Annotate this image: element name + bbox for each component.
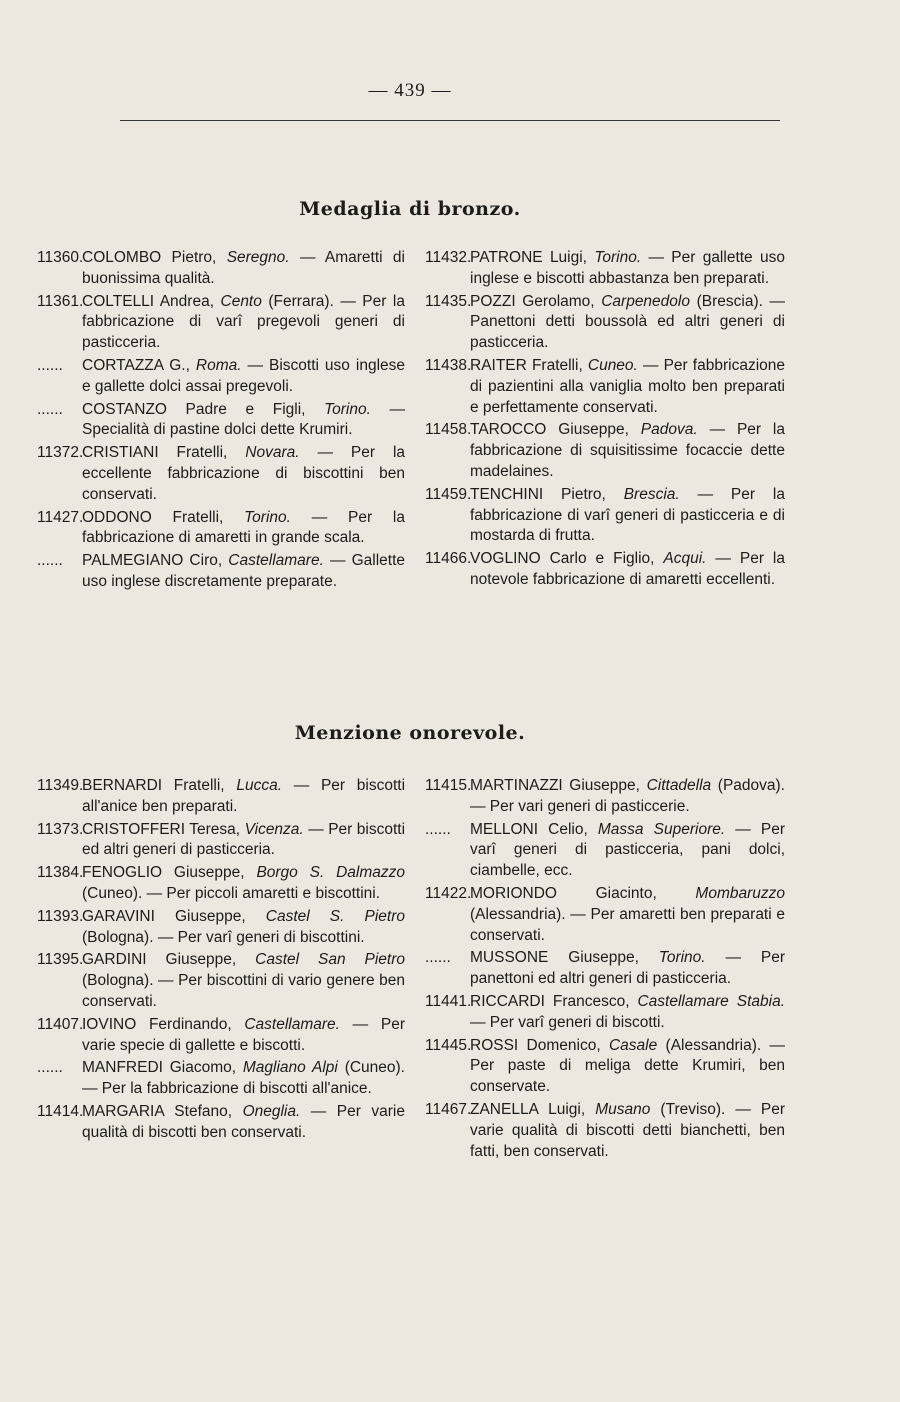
- exhibitor-name: ODDONO Fratelli,: [82, 508, 224, 526]
- exhibitor-name: PATRONE Luigi,: [470, 249, 587, 266]
- exhibitor-name: RAITER Fratelli,: [470, 356, 583, 374]
- exhibitor-name: CORTAZZA G.,: [82, 356, 190, 374]
- entry-description: — Gallette uso inglese discretamente preparate.: [82, 552, 405, 590]
- entry-number: ......: [37, 356, 63, 374]
- place-name: Oneglia.: [242, 1102, 301, 1120]
- header-rule: [120, 120, 780, 121]
- place-name: Carpenedolo: [601, 292, 690, 310]
- entry: [425, 948, 785, 990]
- entry: [425, 884, 785, 946]
- entry: [37, 551, 405, 593]
- entry-description: — Per varî generi di biscotti.: [470, 1013, 665, 1031]
- entry: [425, 1100, 785, 1162]
- exhibitor-name: CRISTOFFERI Teresa,: [82, 820, 241, 838]
- entry: [37, 400, 405, 442]
- entry-description: (Alessandria). — Per paste di meliga dette Krumiri, ben conservate.: [470, 1036, 785, 1096]
- entry-description: (Ferrara). — Per la fabbricazione di varî pregevoli generi di pasticceria.: [82, 292, 405, 352]
- entry-number: ......: [37, 1059, 63, 1077]
- place-name: Cuneo.: [587, 356, 638, 374]
- exhibitor-name: MARTINAZZI Giuseppe,: [470, 777, 640, 794]
- entry: [425, 776, 785, 818]
- page-number: — 439 —: [368, 80, 452, 101]
- entry-number: 11467.: [425, 1100, 472, 1118]
- entry: [425, 1036, 785, 1098]
- entry-number: 11445.: [425, 1036, 472, 1054]
- bronze-right-column: [425, 248, 785, 593]
- entry-number: ......: [37, 400, 63, 418]
- entry-description: — Per la eccellente fabbricazione di biscottini ben conservati.: [82, 444, 406, 503]
- entry-number: 11422.: [425, 884, 472, 902]
- entry: [425, 820, 785, 882]
- entry: [37, 776, 405, 818]
- entry-number: 11372.: [37, 444, 84, 462]
- entry-number: 11441.: [425, 992, 472, 1010]
- menzione-right-column: [425, 776, 785, 1164]
- entry-description: — Per la fabbricazione di amaretti in grande scala.: [82, 508, 405, 547]
- entry-description: — Per gallette uso inglese e biscotti abbastanza ben preparati.: [470, 249, 785, 287]
- entry-number: 11415.: [425, 777, 472, 794]
- entry-number: 11466.: [425, 550, 472, 568]
- exhibitor-name: BERNARDI Fratelli,: [82, 777, 225, 794]
- place-name: Casale: [608, 1036, 658, 1054]
- entry-description: (Bologna). — Per varî generi di biscottini.: [82, 928, 365, 946]
- place-name: Padova.: [640, 421, 698, 439]
- entry-description: (Cuneo). — Per piccoli amaretti e biscottini.: [82, 884, 381, 902]
- entry-description: — Per varie specie di gallette e biscotti.: [82, 1015, 405, 1054]
- place-name: Acqui.: [663, 550, 707, 568]
- place-name: Torino.: [594, 249, 642, 266]
- entry: [37, 443, 405, 505]
- place-name: Castellamare.: [228, 552, 324, 570]
- exhibitor-name: MARGARIA Stefano,: [82, 1102, 233, 1120]
- entry-description: — Per la fabbricazione di squisitissime focaccie dette madelaines.: [470, 421, 785, 480]
- exhibitor-name: MUSSONE Giuseppe,: [470, 949, 639, 967]
- entry-description: — Specialità di pastine dolci dette Krumiri.: [82, 400, 406, 439]
- entry-description: — Per la fabbricazione di varî generi di pasticceria e di mostarda di frutta.: [470, 485, 785, 545]
- entry-number: 11459.: [425, 485, 472, 503]
- entry: [425, 485, 785, 547]
- entry: [425, 292, 785, 354]
- entry-description: — Biscotti uso inglese e gallette dolci assai pregevoli.: [82, 356, 406, 395]
- entry: [425, 248, 785, 290]
- exhibitor-name: ZANELLA Luigi,: [470, 1100, 586, 1118]
- entry: [37, 248, 405, 290]
- entry-number: 11395.: [37, 951, 84, 969]
- place-name: Vicenza.: [244, 820, 304, 838]
- entry: [37, 950, 405, 1012]
- entry-description: (Alessandria). — Per amaretti ben preparati e conservati.: [470, 905, 785, 944]
- entry-number: 11438.: [425, 356, 472, 374]
- exhibitor-name: MANFREDI Giacomo,: [82, 1059, 237, 1077]
- entry-number: ......: [37, 552, 63, 570]
- entry-number: 11360.: [37, 249, 84, 266]
- place-name: Cittadella: [646, 777, 712, 794]
- entry: [425, 549, 785, 591]
- place-name: Castel San Pietro: [255, 951, 405, 969]
- entry-number: ......: [425, 949, 451, 967]
- entry: [37, 356, 405, 398]
- exhibitor-name: GARDINI Giuseppe,: [82, 951, 237, 969]
- entry-description: (Cuneo). — Per la fabbricazione di biscotti all'anice.: [82, 1059, 405, 1098]
- place-name: Castellamare Stabia.: [637, 992, 785, 1010]
- entry-description: (Bologna). — Per biscottini di vario genere ben conservati.: [82, 972, 405, 1010]
- exhibitor-name: POZZI Gerolamo,: [470, 292, 595, 310]
- entry: [37, 1058, 405, 1100]
- exhibitor-name: MORIONDO Giacinto,: [470, 884, 657, 902]
- entry: [37, 907, 405, 949]
- entry-description: — Amaretti di buonissima qualità.: [82, 249, 405, 287]
- place-name: Massa Superiore.: [597, 820, 726, 838]
- place-name: Torino.: [324, 400, 371, 418]
- entry-number: 11384.: [37, 864, 84, 882]
- place-name: Musano: [595, 1100, 651, 1118]
- entry-description: (Treviso). — Per varie qualità di biscotti detti bianchetti, ben fatti, ben conservati.: [470, 1100, 785, 1160]
- entry-number: 11407.: [37, 1015, 84, 1033]
- entry: [425, 420, 785, 482]
- exhibitor-name: IOVINO Ferdinando,: [82, 1015, 232, 1033]
- entry-number: 11432.: [425, 249, 472, 266]
- section-title-menzione: Menzione onorevole.: [294, 722, 526, 744]
- entry-number: 11373.: [37, 820, 84, 838]
- entry-number: 11427.: [37, 508, 84, 526]
- entry: [37, 1015, 405, 1057]
- entry: [37, 508, 405, 550]
- exhibitor-name: TAROCCO Giuseppe,: [470, 421, 629, 439]
- place-name: Cento: [220, 292, 262, 310]
- entry-number: 11393.: [37, 907, 84, 925]
- entry-description: — Per biscotti all'anice ben preparati.: [82, 777, 406, 815]
- entry-description: (Padova). — Per vari generi di pasticcerie.: [470, 777, 785, 815]
- menzione-left-column: [37, 776, 405, 1146]
- exhibitor-name: PALMEGIANO Ciro,: [82, 552, 223, 570]
- entry-description: — Per varî generi di pasticceria, pani dolci, ciambelle, ecc.: [470, 820, 786, 880]
- exhibitor-name: FENOGLIO Giuseppe,: [82, 864, 245, 882]
- place-name: Torino.: [658, 949, 706, 967]
- place-name: Mombaruzzo: [695, 884, 785, 902]
- exhibitor-name: COLOMBO Pietro,: [82, 249, 217, 266]
- entry-description: — Per la notevole fabbricazione di amaretti eccellenti.: [470, 550, 785, 588]
- place-name: Castellamare.: [244, 1015, 340, 1033]
- entry-description: — Per fabbricazione di pazientini alla vaniglia molto ben preparati e perfettamente conservati.: [470, 356, 785, 416]
- entry-number: ......: [425, 820, 451, 838]
- place-name: Seregno.: [226, 249, 290, 266]
- place-name: Novara.: [245, 444, 300, 462]
- entry-number: 11414.: [37, 1102, 84, 1120]
- exhibitor-name: MELLONI Celio,: [470, 820, 588, 838]
- entry: [425, 356, 785, 418]
- exhibitor-name: ROSSI Domenico,: [470, 1036, 601, 1054]
- place-name: Torino.: [244, 508, 291, 526]
- entry-number: 11458.: [425, 421, 472, 439]
- place-name: Castel S. Pietro: [265, 907, 406, 925]
- entry: [37, 863, 405, 905]
- entry-number: 11435.: [425, 292, 472, 310]
- exhibitor-name: COSTANZO Padre e Figli,: [82, 400, 306, 418]
- entry: [37, 820, 405, 862]
- entry: [37, 1102, 405, 1144]
- entry-description: — Per panettoni ed altri generi di pasticceria.: [470, 949, 785, 988]
- bronze-left-column: [37, 248, 405, 595]
- exhibitor-name: COLTELLI Andrea,: [82, 292, 214, 310]
- place-name: Lucca.: [236, 777, 283, 794]
- place-name: Brescia.: [623, 485, 680, 503]
- entry-description: — Per biscotti ed altri generi di pasticceria.: [82, 820, 406, 859]
- entry-description: — Per varie qualità di biscotti ben conservati.: [82, 1102, 405, 1141]
- entry: [37, 292, 405, 354]
- entry-description: (Brescia). — Panettoni detti boussolà ed altri generi di pasticceria.: [470, 292, 786, 352]
- exhibitor-name: GARAVINI Giuseppe,: [82, 907, 246, 925]
- place-name: Borgo S. Dalmazzo: [256, 864, 406, 882]
- exhibitor-name: RICCARDI Francesco,: [470, 992, 630, 1010]
- entry: [425, 992, 785, 1034]
- place-name: Magliano Alpi: [242, 1059, 338, 1077]
- section-title-bronze: Medaglia di bronzo.: [299, 198, 521, 220]
- exhibitor-name: TENCHINI Pietro,: [470, 485, 606, 503]
- entry-number: 11349.: [37, 777, 84, 794]
- exhibitor-name: VOGLINO Carlo e Figlio,: [470, 550, 655, 568]
- entry-number: 11361.: [37, 292, 84, 310]
- exhibitor-name: CRISTIANI Fratelli,: [82, 444, 228, 462]
- place-name: Roma.: [195, 356, 242, 374]
